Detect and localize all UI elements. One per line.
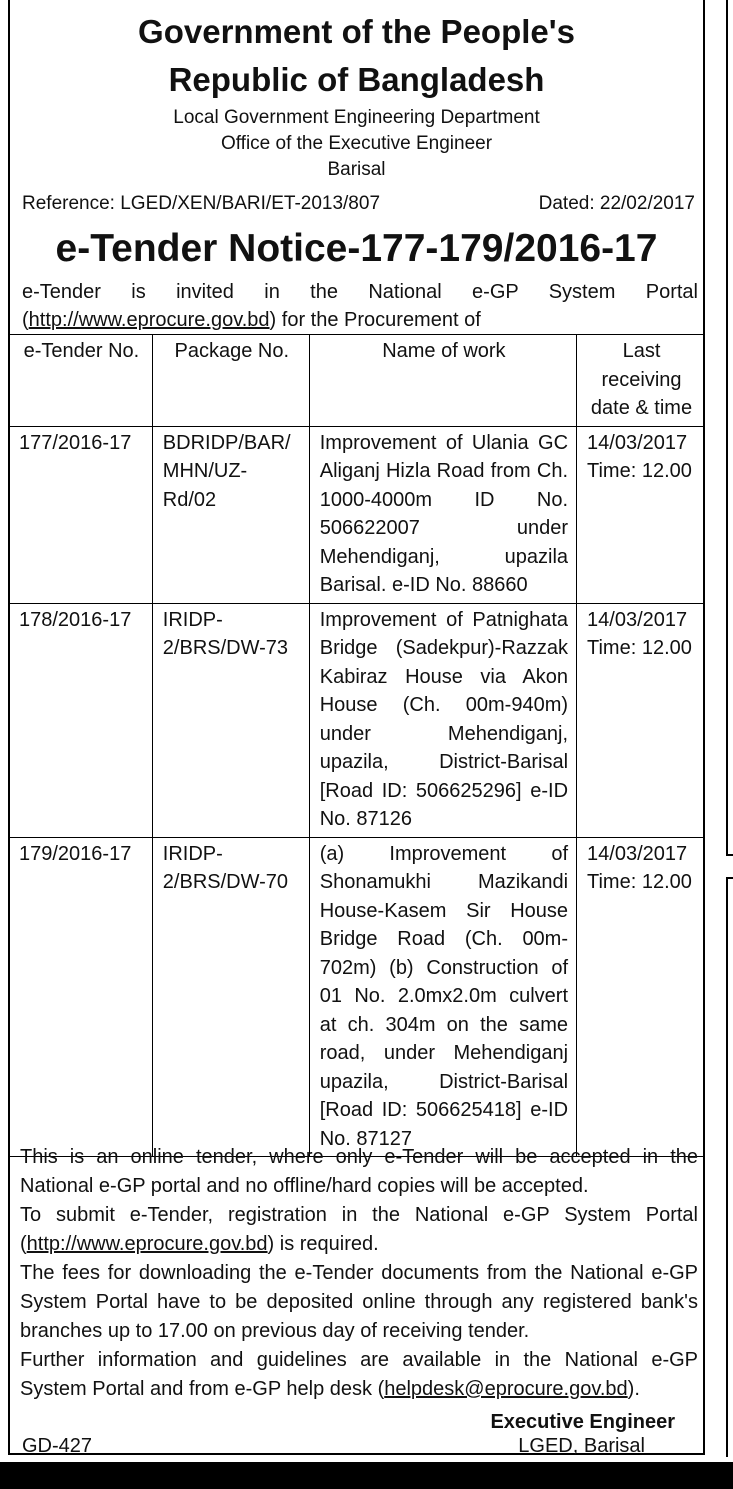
table-row bbox=[9, 837, 705, 1157]
instruction-helpdesk bbox=[20, 1346, 698, 1404]
header-work: Name of work bbox=[309, 335, 576, 427]
header-package-no: Package No. bbox=[152, 335, 309, 427]
helpdesk-suffix: ). bbox=[627, 1378, 640, 1400]
reference-number: Reference: LGED/XEN/BARI/ET-2013/807 bbox=[22, 193, 381, 214]
header-deadline: Last receiving date & time bbox=[577, 335, 705, 427]
notice-title: e-Tender Notice-177-179/2016-17 bbox=[55, 227, 658, 270]
registration-text: To submit e-Tender, registration in the National e-GP System Portal bbox=[20, 1204, 698, 1226]
signature-title: Executive Engineer bbox=[490, 1411, 675, 1433]
tender-no: 179/2016-17 bbox=[9, 837, 153, 1157]
adjacent-notice-border bbox=[726, 877, 733, 1457]
work-name: (a) Improvement of Shonamukhi Mazikandi House-Kasem Sir House Bridge Road (Ch. 00m-702m) (b) Construction of 01 No. 2.0mx2.0m culvert at ch. 304m on the same road, under Mehendiganj upazila, District-Barisal [Road ID: 506625418] e-ID No. 87127 bbox=[309, 837, 576, 1157]
department-name: Local Government Engineering Department bbox=[173, 107, 540, 128]
intro-suffix: for the Procurement of bbox=[276, 309, 481, 331]
deadline-cell bbox=[577, 837, 705, 1157]
package-no: IRIDP- 2/BRS/DW-73 bbox=[152, 603, 309, 837]
table-row bbox=[9, 603, 705, 837]
deadline-cell bbox=[577, 426, 705, 603]
intro-paragraph: e-Tender is invited in the National e-GP System Portal (http://www.eprocure.gov.bd) for the Procurement of bbox=[22, 278, 698, 334]
deadline-date: 14/03/2017 bbox=[587, 842, 688, 865]
notice-date: Dated: 22/02/2017 bbox=[538, 193, 695, 214]
office-name: Office of the Executive Engineer bbox=[220, 133, 493, 154]
work-name: Improvement of Ulania GC Aliganj Hizla Road from Ch. 1000-4000m ID No. 506622007 under Mehendiganj, upazila Barisal. e-ID No. 88660 bbox=[309, 426, 576, 603]
package-no: IRIDP- 2/BRS/DW-70 bbox=[152, 837, 309, 1157]
instruction-registration: To submit e-Tender, registration in the National e-GP System Portal (http://www.eprocure.gov.bd) is required. bbox=[20, 1204, 698, 1255]
package-no: BDRIDP/BAR/ MHN/UZ- Rd/02 bbox=[152, 426, 309, 603]
deadline-time: Time: 12.00 bbox=[587, 637, 692, 659]
tender-notice bbox=[8, 0, 705, 1455]
signature-office: LGED, Barisal bbox=[518, 1435, 645, 1457]
registration-suffix: is required. bbox=[274, 1233, 379, 1255]
intro-line: e-Tender is invited in the National e-GP System Portal bbox=[22, 281, 698, 303]
deadline-date: 14/03/2017 bbox=[587, 608, 688, 631]
instructions bbox=[20, 1143, 698, 1404]
gov-title-line1: Government of the People's bbox=[138, 13, 575, 50]
instruction-online: This is an online tender, where only e-Tender will be accepted in the National e-GP portal and no offline/hard copies will be accepted. bbox=[20, 1146, 698, 1197]
city-name: Barisal bbox=[327, 159, 386, 180]
deadline-date: 14/03/2017 bbox=[587, 431, 688, 454]
deadline-cell bbox=[577, 603, 705, 837]
table-row bbox=[9, 426, 705, 603]
header-tender-no: e-Tender No. bbox=[9, 335, 153, 427]
tender-no: 178/2016-17 bbox=[9, 603, 153, 837]
tender-table bbox=[8, 334, 705, 1157]
deadline-time: Time: 12.00 bbox=[587, 871, 692, 893]
gov-title-line2: Republic of Bangladesh bbox=[168, 61, 545, 98]
bottom-divider bbox=[0, 1462, 733, 1489]
tender-no: 177/2016-17 bbox=[9, 426, 153, 603]
eprocure-link[interactable]: http://www.eprocure.gov.bd bbox=[26, 1233, 268, 1255]
eprocure-link[interactable]: http://www.eprocure.gov.bd bbox=[28, 309, 270, 331]
work-name: Improvement of Patnighata Bridge (Sadekpur)-Razzak Kabiraz House via Akon House (Ch. 00m-940m) under Mehendiganj, upazila, District-Barisal [Road ID: 506625296] e-ID No. 87126 bbox=[309, 603, 576, 837]
adjacent-notice-border bbox=[726, 0, 733, 856]
deadline-time: Time: 12.00 bbox=[587, 460, 692, 482]
instruction-fees: The fees for downloading the e-Tender documents from the National e-GP System Portal have to be deposited online through any registered bank's branches up to 17.00 on previous day of receiving tender. bbox=[20, 1262, 698, 1342]
gd-code: GD-427 bbox=[22, 1435, 93, 1457]
helpdesk-text: Further information and guidelines are available in the National e-GP System Portal and from e-GP help desk ( bbox=[20, 1349, 698, 1400]
table-header-row bbox=[9, 335, 705, 427]
helpdesk-email-link[interactable]: helpdesk@eprocure.gov.bd bbox=[384, 1378, 628, 1400]
